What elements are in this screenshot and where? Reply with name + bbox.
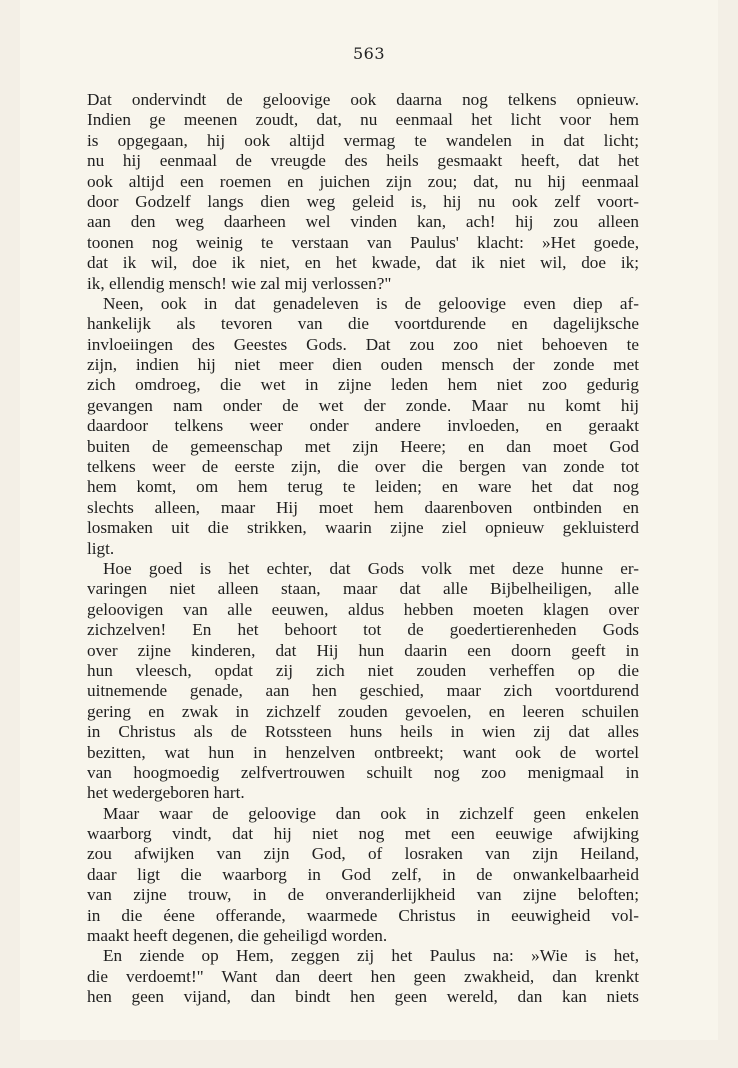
paragraph [87, 294, 639, 559]
text-line: Indien ge meenen zoudt, dat, nu eenmaal het licht voor hem [87, 110, 639, 130]
text-line: van hoogmoedig zelfvertrouwen schuilt nog zoo menigmaal in [87, 762, 639, 782]
text-line: uitnemende genade, aan hen geschied, maar zich voortdurend [87, 681, 639, 701]
text-line: dat ik wil, doe ik niet, en het kwade, dat ik niet wil, doe ik; [87, 253, 639, 273]
text-line: ligt. [87, 538, 115, 558]
text-line: maakt heeft degenen, die geheiligd worden. [87, 926, 388, 946]
paragraph [87, 559, 639, 804]
text-line: door Godzelf langs dien weg geleid is, hij nu ook zelf voort- [87, 191, 639, 211]
text-line: zijn, indien hij niet meer dien ouden mensch der zonde met [87, 355, 639, 375]
text-line: zich omdroeg, die wet in zijne leden hem niet zoo gedurig [87, 375, 639, 395]
text-line: Neen, ook in dat genadeleven is de geloovige even diep af- [103, 293, 639, 313]
text-line: van zijne trouw, in de onveranderlijkheid van zijne beloften; [87, 885, 639, 905]
text-line: Dat ondervindt de geloovige ook daarna nog telkens opnieuw. [87, 90, 639, 109]
text-line: daar ligt die waarborg in God zelf, in de onwankelbaarheid [87, 864, 639, 884]
text-line: ik, ellendig mensch! wie zal mij verlossen?" [87, 273, 392, 293]
text-line: gevangen nam onder de wet der zonde. Maar nu komt hij [87, 395, 639, 415]
body-text [87, 90, 639, 1008]
text-line: hankelijk als tevoren van die voortdurende en dagelijksche [87, 314, 639, 334]
text-line: over zijne kinderen, dat Hij hun daarin een doorn geeft in [87, 640, 639, 660]
text-line: aan den weg daarheen wel vinden kan, ach! hij zou alleen [87, 212, 639, 232]
text-line: zichzelven! En het behoort tot de goedertierenheden Gods [87, 620, 639, 640]
paragraph [87, 804, 639, 947]
text-line: ook altijd een roemen en juichen zijn zou; dat, nu hij eenmaal [87, 171, 639, 191]
text-line: Hoe goed is het echter, dat Gods volk met deze hunne er- [103, 558, 639, 578]
text-line: hen geen vijand, dan bindt hen geen wereld, dan kan niets [87, 987, 639, 1007]
paragraph [87, 946, 639, 1007]
text-line: hun vleesch, opdat zij zich niet zouden verheffen op die [87, 660, 639, 680]
text-line: telkens weer de eerste zijn, die over die bergen van zonde tot [87, 457, 639, 477]
text-line: nu hij eenmaal de vreugde des heils gesmaakt heeft, dat het [87, 151, 639, 171]
text-line: toonen nog weinig te verstaan van Paulus' klacht: »Het goede, [87, 232, 639, 252]
text-line: het wedergeboren hart. [87, 783, 245, 803]
text-line: slechts alleen, maar Hij moet hem daarenboven ontbinden en [87, 497, 639, 517]
text-line: bezitten, wat hun in henzelven ontbreekt; want ook de wortel [87, 742, 639, 762]
text-line: buiten de gemeenschap met zijn Heere; en dan moet God [87, 436, 639, 456]
text-line: zou afwijken van zijn God, of losraken van zijn Heiland, [87, 844, 639, 864]
text-line: in Christus als de Rotssteen huns heils in wien zij dat alles [87, 722, 639, 742]
page-number: 563 [352, 44, 386, 63]
text-line: geloovigen van alle eeuwen, aldus hebben moeten klagen over [87, 599, 639, 619]
text-line: gering en zwak in zichzelf zouden gevoelen, en leeren schuilen [87, 701, 639, 721]
text-line: is opgegaan, hij ook altijd vermag te wandelen in dat licht; [87, 130, 639, 150]
text-line: Maar waar de geloovige dan ook in zichzelf geen enkelen [103, 803, 639, 823]
text-line: die verdoemt!" Want dan deert hen geen zwakheid, dan krenkt [87, 966, 639, 986]
text-line: hem komt, om hem terug te leiden; en ware het dat nog [87, 477, 639, 497]
text-line: losmaken uit die strikken, waarin zijne ziel opnieuw gekluisterd [87, 518, 639, 538]
text-line: in die éene offerande, waarmede Christus in eeuwigheid vol- [87, 905, 639, 925]
text-line: varingen niet alleen staan, maar dat alle Bijbelheiligen, alle [87, 579, 639, 599]
text-line: waarborg vindt, dat hij niet nog met een eeuwige afwijking [87, 824, 639, 844]
paragraph [87, 90, 639, 294]
text-line: daardoor telkens weer onder andere invloeden, en geraakt [87, 416, 639, 436]
text-line: En ziende op Hem, zeggen zij het Paulus na: »Wie is het, [103, 946, 639, 966]
text-line: invloeiingen des Geestes Gods. Dat zou zoo niet behoeven te [87, 334, 639, 354]
